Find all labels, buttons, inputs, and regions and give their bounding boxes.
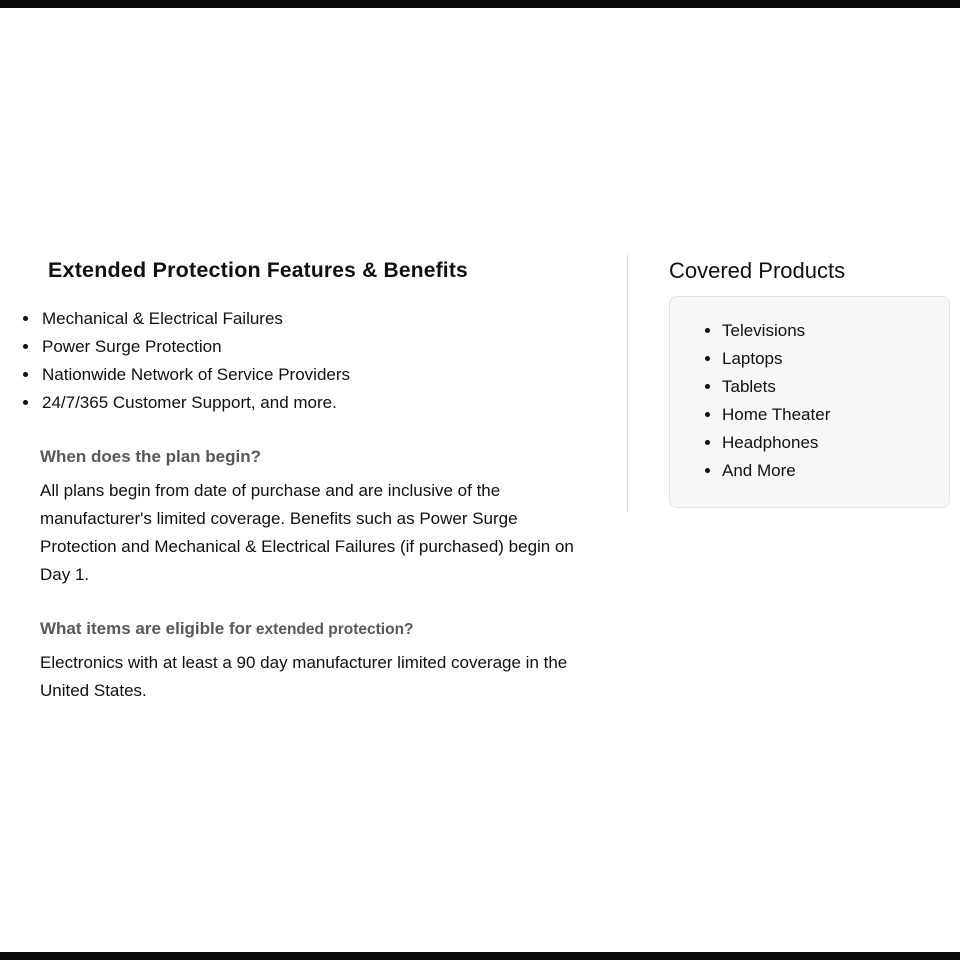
covered-product-item: • Headphones [722,429,935,457]
bottom-border-bar [0,952,960,960]
features-benefits-heading [48,258,612,283]
benefit-item: • Mechanical & Electrical Failures [40,305,612,333]
vertical-divider [627,255,628,512]
covered-products-list [706,317,935,485]
features-benefits-section [22,258,612,705]
covered-products-section [669,258,950,508]
faq-question-plan-begin: When does the plan begin? [40,447,261,466]
covered-products-heading: Covered Products [669,258,846,283]
heading-features-benefits: Features & Benefits [260,259,468,282]
covered-product-item: • Televisions [722,317,935,345]
covered-product-item: • Home Theater [722,401,935,429]
covered-products-box [669,296,950,508]
question-eligible-rest: extended protection? [251,621,414,638]
benefit-item: • 24/7/365 Customer Support, and more. [40,389,612,417]
covered-product-item: • Laptops [722,345,935,373]
covered-product-item: • Tablets [722,373,935,401]
heading-extended-protection: Extended Protection [48,258,261,282]
benefit-item: • Power Surge Protection [40,333,612,361]
faq-question-eligible-items [40,619,612,639]
question-eligible-strong: What items are eligible for [40,619,252,638]
benefit-item: • Nationwide Network of Service Providers [40,361,612,389]
faq-answer-eligible-items: Electronics with at least a 90 day manufacturer limited coverage in the United States. [40,653,568,700]
top-border-bar [0,0,960,8]
faq-answer-plan-begin: All plans begin from date of purchase and are inclusive of the manufacturer's limited coverage. Benefits such as Power Surge Protection and Mechanical & Electrical Failures (if purchased) begin on Day 1. [40,481,574,584]
covered-product-item: • And More [722,457,935,485]
benefit-list [22,305,612,417]
